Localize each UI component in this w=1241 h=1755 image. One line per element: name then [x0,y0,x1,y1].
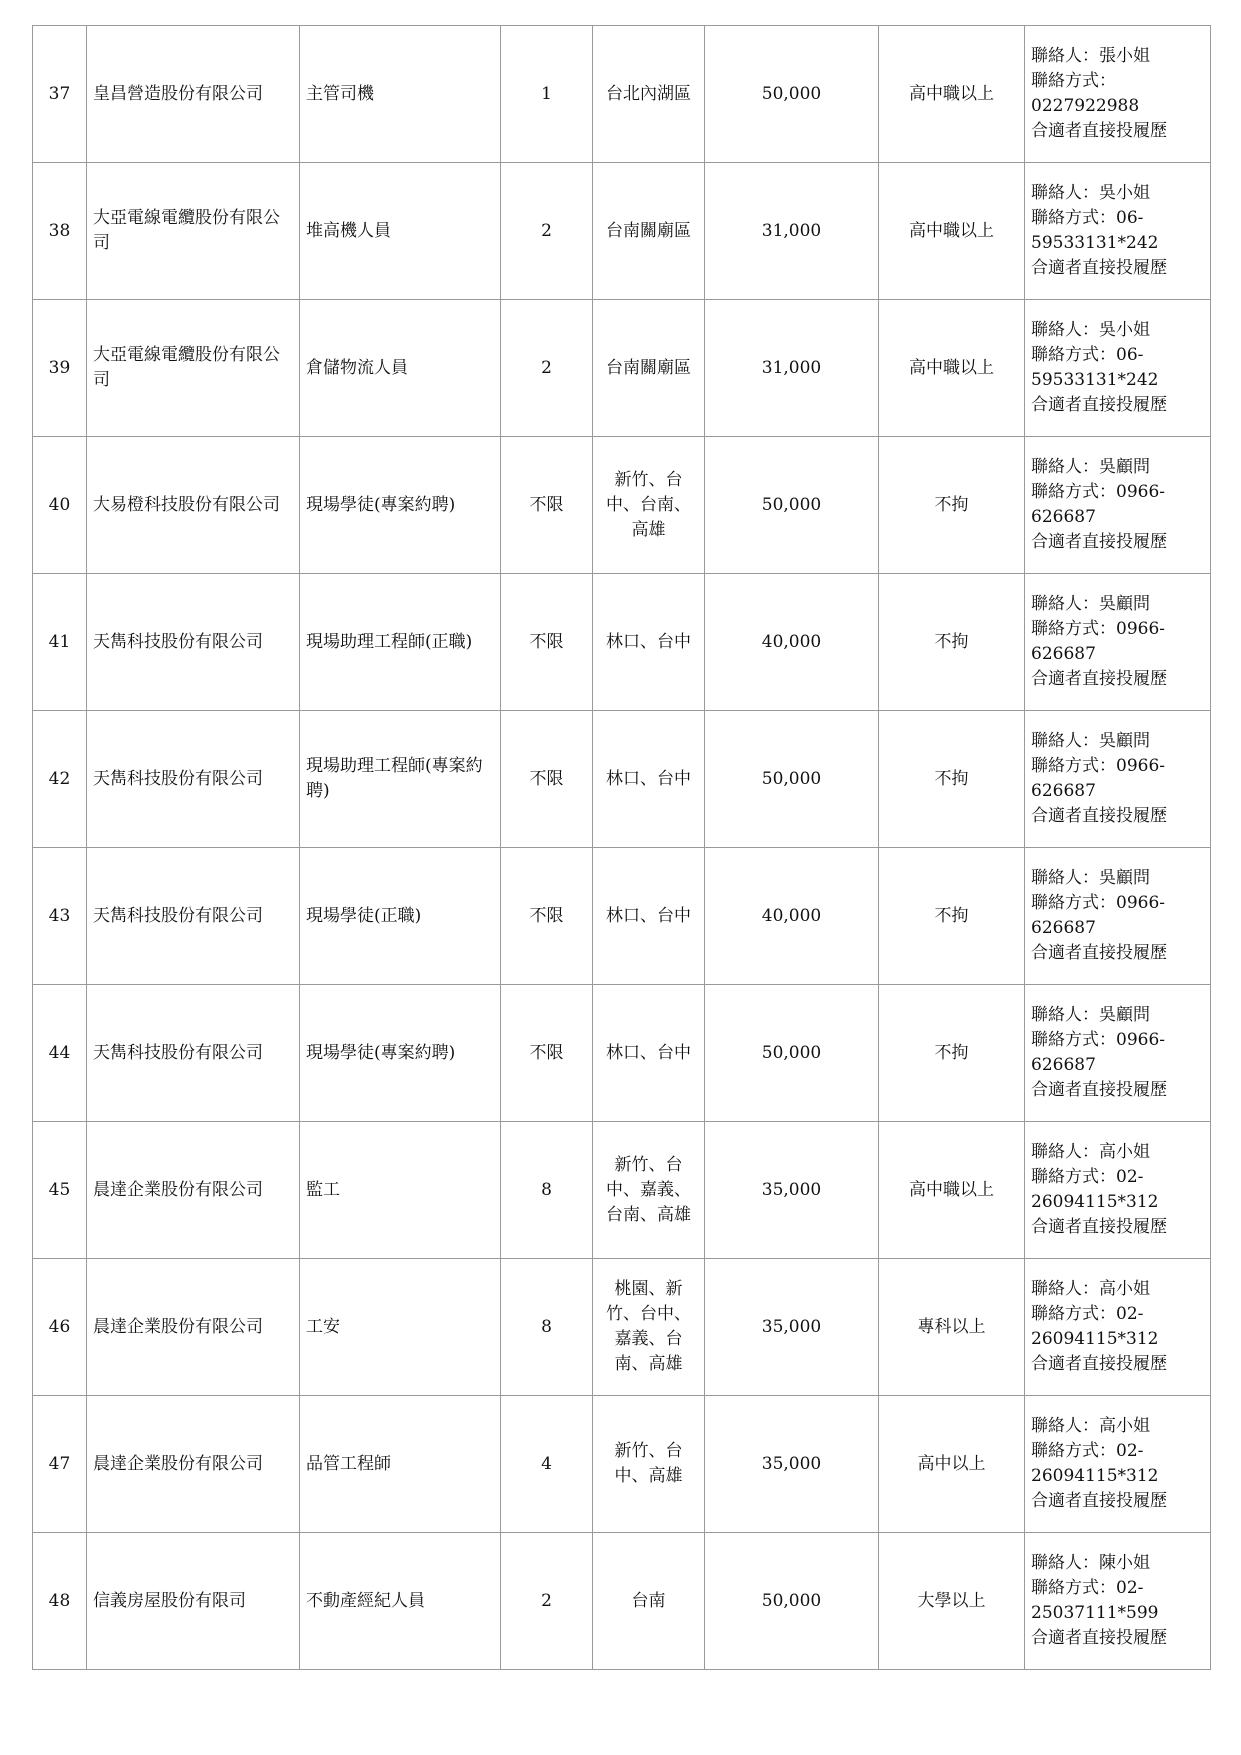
education-requirement: 高中以上 [879,1396,1025,1533]
headcount: 不限 [501,574,593,711]
job-title: 不動產經紀人員 [300,1533,501,1670]
job-title: 現場學徒(專案約聘) [300,985,501,1122]
job-listing-table [32,25,1211,1670]
work-location: 林口、台中 [593,574,705,711]
row-number: 47 [33,1396,87,1533]
row-number: 37 [33,26,87,163]
job-title: 品管工程師 [300,1396,501,1533]
education-requirement: 不拘 [879,437,1025,574]
headcount: 2 [501,163,593,300]
row-number: 46 [33,1259,87,1396]
table-row [33,574,1211,711]
table-row [33,1533,1211,1670]
headcount: 2 [501,300,593,437]
table-row [33,1122,1211,1259]
contact-info: 聯絡人：吳顧問 聯絡方式：0966- 626687 合適者直接投履歷 [1025,711,1211,848]
job-title: 現場學徒(正職) [300,848,501,985]
work-location: 新竹、台中、嘉義、台南、高雄 [593,1122,705,1259]
headcount: 不限 [501,711,593,848]
salary: 50,000 [705,985,879,1122]
company-name: 大亞電線電纜股份有限公司 [87,300,300,437]
salary: 50,000 [705,26,879,163]
row-number: 42 [33,711,87,848]
table-body [33,26,1211,1670]
contact-info: 聯絡人：吳顧問 聯絡方式：0966- 626687 合適者直接投履歷 [1025,985,1211,1122]
job-title: 主管司機 [300,26,501,163]
education-requirement: 高中職以上 [879,26,1025,163]
row-number: 48 [33,1533,87,1670]
table-row [33,1396,1211,1533]
table-row [33,26,1211,163]
work-location: 桃園、新竹、台中、嘉義、台南、高雄 [593,1259,705,1396]
contact-info: 聯絡人：張小姐 聯絡方式： 0227922988 合適者直接投履歷 [1025,26,1211,163]
education-requirement: 專科以上 [879,1259,1025,1396]
headcount: 1 [501,26,593,163]
contact-info: 聯絡人：陳小姐 聯絡方式：02- 25037111*599 合適者直接投履歷 [1025,1533,1211,1670]
headcount: 8 [501,1122,593,1259]
work-location: 台北內湖區 [593,26,705,163]
table-row [33,1259,1211,1396]
work-location: 台南 [593,1533,705,1670]
salary: 50,000 [705,711,879,848]
table-row [33,985,1211,1122]
job-title: 監工 [300,1122,501,1259]
row-number: 38 [33,163,87,300]
work-location: 新竹、台中、高雄 [593,1396,705,1533]
salary: 35,000 [705,1259,879,1396]
table-row [33,437,1211,574]
row-number: 40 [33,437,87,574]
company-name: 天雋科技股份有限公司 [87,985,300,1122]
salary: 50,000 [705,437,879,574]
contact-info: 聯絡人：吳顧問 聯絡方式：0966- 626687 合適者直接投履歷 [1025,437,1211,574]
job-title: 工安 [300,1259,501,1396]
contact-info: 聯絡人：吳顧問 聯絡方式：0966- 626687 合適者直接投履歷 [1025,848,1211,985]
contact-info: 聯絡人：吳小姐 聯絡方式：06- 59533131*242 合適者直接投履歷 [1025,300,1211,437]
headcount: 2 [501,1533,593,1670]
row-number: 44 [33,985,87,1122]
salary: 31,000 [705,300,879,437]
work-location: 林口、台中 [593,711,705,848]
contact-info: 聯絡人：吳小姐 聯絡方式：06- 59533131*242 合適者直接投履歷 [1025,163,1211,300]
row-number: 39 [33,300,87,437]
company-name: 晨達企業股份有限公司 [87,1396,300,1533]
salary: 35,000 [705,1396,879,1533]
job-title: 堆高機人員 [300,163,501,300]
education-requirement: 不拘 [879,985,1025,1122]
row-number: 45 [33,1122,87,1259]
table-row [33,848,1211,985]
work-location: 台南關廟區 [593,300,705,437]
work-location: 林口、台中 [593,848,705,985]
company-name: 天雋科技股份有限公司 [87,711,300,848]
education-requirement: 不拘 [879,848,1025,985]
education-requirement: 不拘 [879,711,1025,848]
company-name: 晨達企業股份有限公司 [87,1259,300,1396]
company-name: 信義房屋股份有限司 [87,1533,300,1670]
salary: 50,000 [705,1533,879,1670]
job-title: 倉儲物流人員 [300,300,501,437]
contact-info: 聯絡人：吳顧問 聯絡方式：0966- 626687 合適者直接投履歷 [1025,574,1211,711]
salary: 35,000 [705,1122,879,1259]
company-name: 天雋科技股份有限公司 [87,574,300,711]
company-name: 天雋科技股份有限公司 [87,848,300,985]
table-row [33,711,1211,848]
salary: 40,000 [705,574,879,711]
job-title: 現場助理工程師(專案約聘) [300,711,501,848]
headcount: 不限 [501,437,593,574]
company-name: 晨達企業股份有限公司 [87,1122,300,1259]
job-title: 現場學徒(專案約聘) [300,437,501,574]
table-row [33,300,1211,437]
company-name: 大亞電線電纜股份有限公司 [87,163,300,300]
education-requirement: 高中職以上 [879,300,1025,437]
contact-info: 聯絡人：高小姐 聯絡方式：02- 26094115*312 合適者直接投履歷 [1025,1122,1211,1259]
contact-info: 聯絡人：高小姐 聯絡方式：02- 26094115*312 合適者直接投履歷 [1025,1259,1211,1396]
headcount: 不限 [501,985,593,1122]
work-location: 台南關廟區 [593,163,705,300]
education-requirement: 高中職以上 [879,163,1025,300]
contact-info: 聯絡人：高小姐 聯絡方式：02- 26094115*312 合適者直接投履歷 [1025,1396,1211,1533]
row-number: 41 [33,574,87,711]
table-row [33,163,1211,300]
headcount: 8 [501,1259,593,1396]
salary: 31,000 [705,163,879,300]
work-location: 林口、台中 [593,985,705,1122]
work-location: 新竹、台中、台南、高雄 [593,437,705,574]
company-name: 大易橙科技股份有限公司 [87,437,300,574]
company-name: 皇昌營造股份有限公司 [87,26,300,163]
salary: 40,000 [705,848,879,985]
education-requirement: 高中職以上 [879,1122,1025,1259]
education-requirement: 不拘 [879,574,1025,711]
job-title: 現場助理工程師(正職) [300,574,501,711]
headcount: 4 [501,1396,593,1533]
row-number: 43 [33,848,87,985]
headcount: 不限 [501,848,593,985]
education-requirement: 大學以上 [879,1533,1025,1670]
